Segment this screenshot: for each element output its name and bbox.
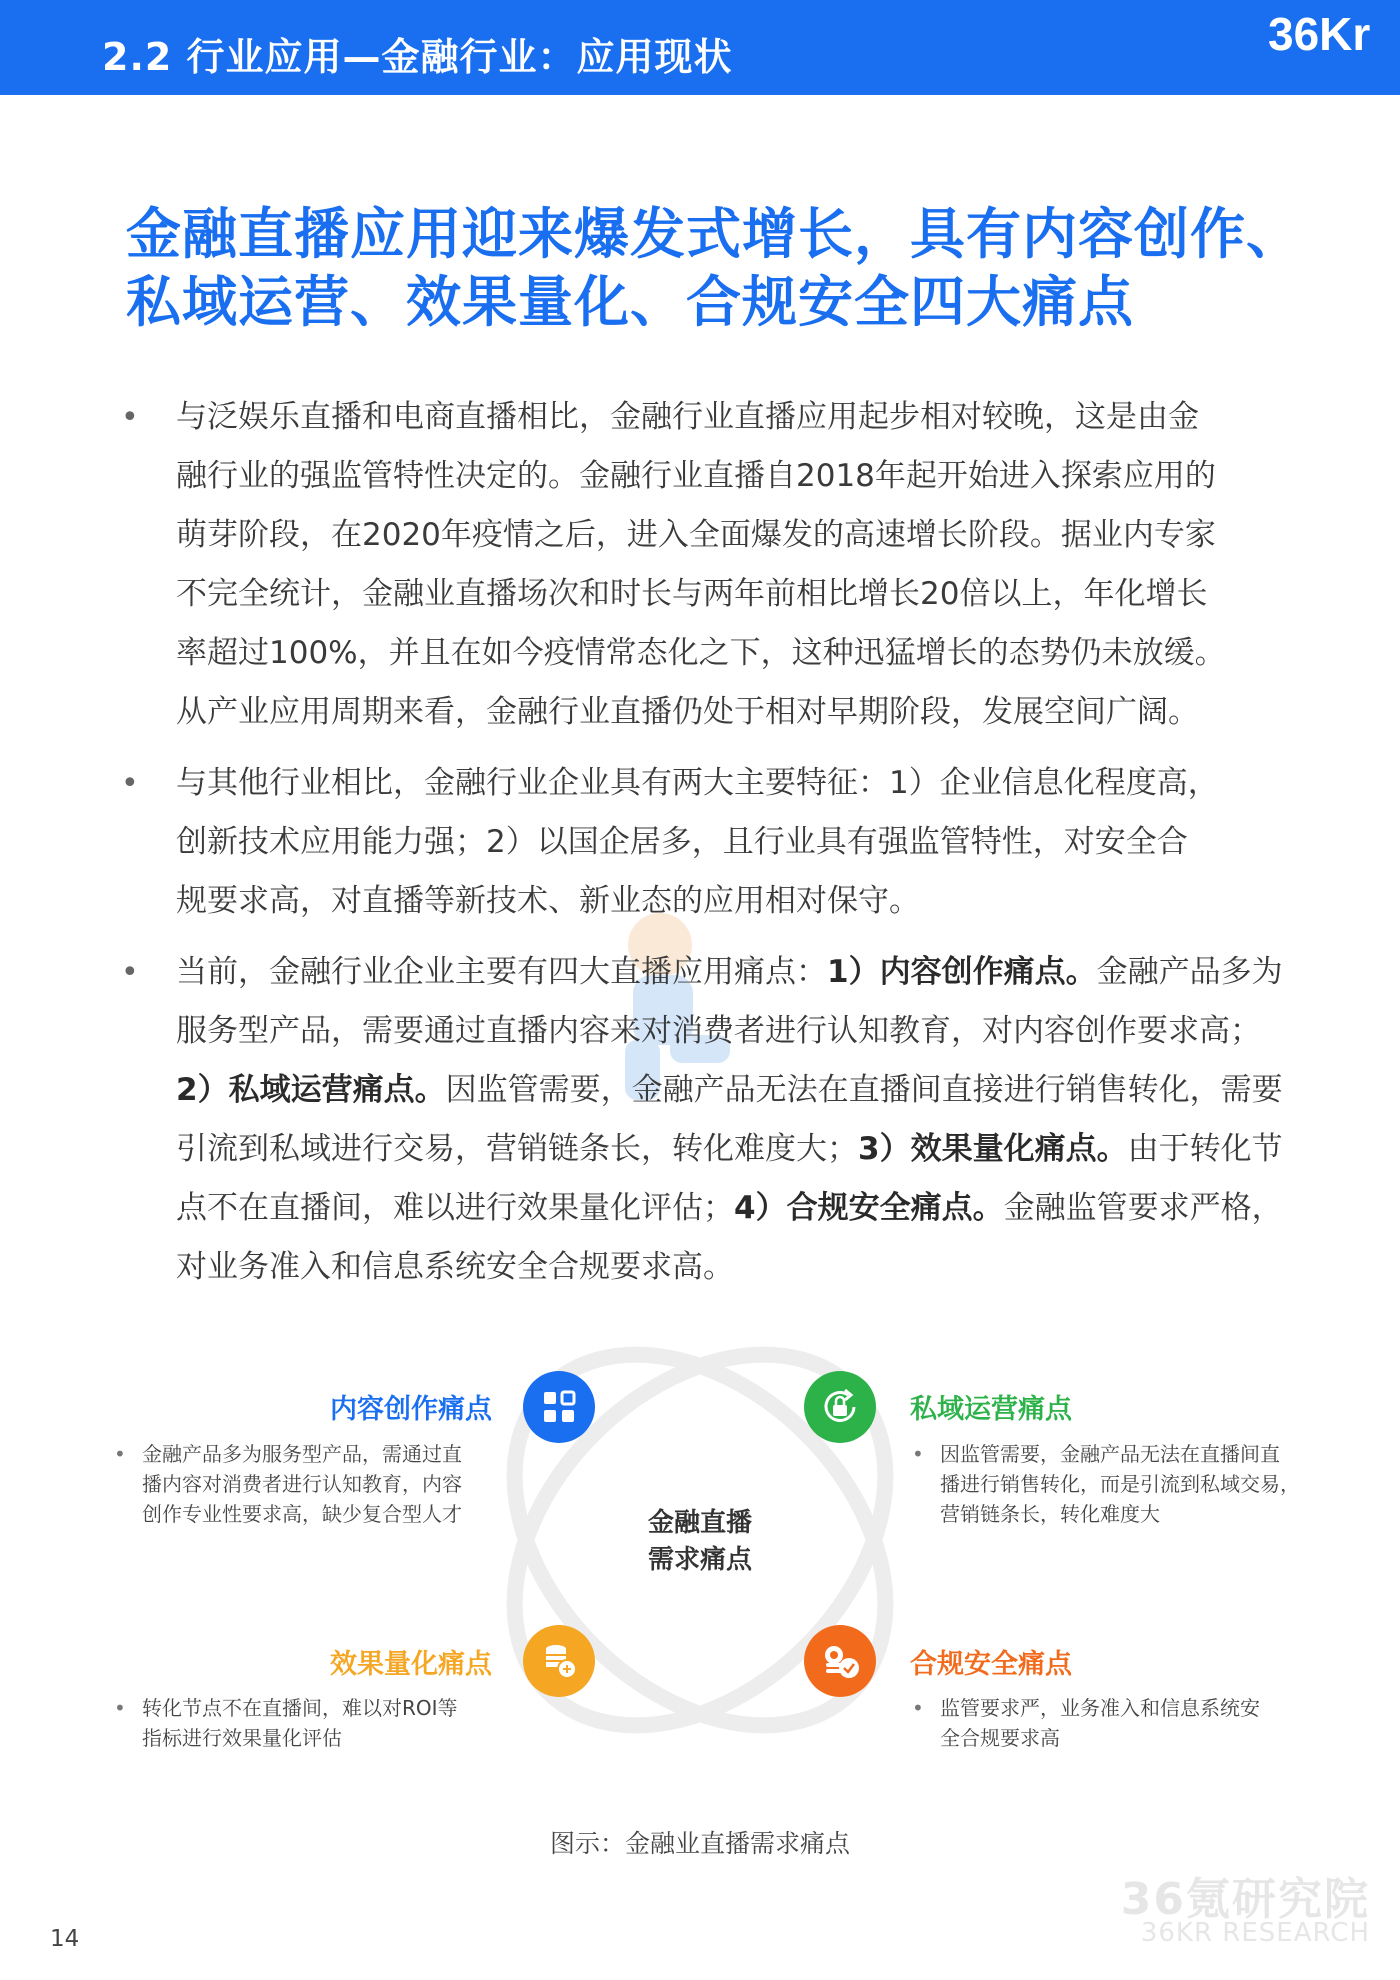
content-creation-icon bbox=[523, 1371, 595, 1443]
paragraph-line: 率超过100%，并且在如今疫情常态化之下，这种迅猛增长的态势仍未放缓。 bbox=[176, 635, 1226, 671]
item-title-private: 私域运营痛点 bbox=[910, 1394, 1072, 1425]
diagram-center-label bbox=[620, 1505, 780, 1579]
bullet-dot-icon: • bbox=[114, 1442, 126, 1466]
desc-line: 监管要求严，业务准入和信息系统安 bbox=[940, 1696, 1260, 1720]
desc-line: 因监管需要，金融产品无法在直播间直 bbox=[940, 1442, 1280, 1466]
text-run: 由于转化节点不在直播间，难以进行效果量化评估； bbox=[176, 1131, 1283, 1226]
headline-line-2: 私域运营、效果量化、合规安全四大痛点 bbox=[126, 270, 1135, 334]
center-line-2: 需求痛点 bbox=[647, 1545, 752, 1575]
item-desc-content bbox=[114, 1439, 522, 1529]
desc-line: 全合规要求高 bbox=[940, 1726, 1060, 1750]
desc-line: 播进行销售转化，而是引流到私域交易， bbox=[940, 1472, 1300, 1496]
paragraph-line: 创新技术应用能力强；2）以国企居多，且行业具有强监管特性，对安全合 bbox=[176, 824, 1188, 860]
desc-line: 播内容对消费者进行认知教育，内容 bbox=[142, 1472, 462, 1496]
paragraph-line: 与泛娱乐直播和电商直播相比，金融行业直播应用起步相对较晚，这是由金 bbox=[176, 399, 1199, 435]
paragraph-line: 规要求高，对直播等新技术、新业态的应用相对保守。 bbox=[176, 883, 920, 919]
bullet-dot-icon: • bbox=[114, 1696, 126, 1720]
text-run: 金融监管要求严格，对业务准入和信息系统安全合规要求高。 bbox=[176, 1190, 1283, 1285]
headline-line-1: 金融直播应用迎来爆发式增长，具有内容创作、 bbox=[126, 202, 1303, 266]
figure-caption: 图示：金融业直播需求痛点 bbox=[549, 1829, 850, 1858]
item-title-compliance: 合规安全痛点 bbox=[910, 1649, 1072, 1680]
bullet-dot-icon: • bbox=[912, 1442, 924, 1466]
center-line-1: 金融直播 bbox=[647, 1508, 752, 1538]
desc-line: 指标进行效果量化评估 bbox=[142, 1726, 342, 1750]
text-run: 因监管需要，金融产品无法在直播间直接进行销售转化，需要引流到私域进行交易，营销链条长，转化难度大； bbox=[176, 1072, 1283, 1167]
paragraph-line: 萌芽阶段，在2020年疫情之后，进入全面爆发的高速增长阶段。据业内专家 bbox=[176, 517, 1216, 553]
bullet-dot-icon: • bbox=[121, 766, 139, 801]
paragraph-line: 不完全统计，金融业直播场次和时长与两年前相比增长20倍以上，年化增长 bbox=[176, 576, 1208, 612]
text-run: 金融产品多为服务型产品，需要通过直播内容来对消费者进行认知教育，对内容创作要求高； bbox=[176, 954, 1283, 1049]
logo-text: 36Kr bbox=[1268, 8, 1371, 60]
item-title-effect: 效果量化痛点 bbox=[330, 1649, 492, 1680]
compliance-icon bbox=[804, 1625, 876, 1697]
effect-quantify-icon bbox=[523, 1625, 595, 1697]
item-desc-private bbox=[912, 1439, 1340, 1529]
desc-line: 创作专业性要求高，缺少复合型人才 bbox=[142, 1502, 462, 1526]
page-number: 14 bbox=[50, 1926, 80, 1952]
private-domain-icon bbox=[804, 1371, 876, 1443]
section-title: 2.2 行业应用—金融行业：应用现状 bbox=[102, 35, 733, 79]
pain-point-label: 1）内容创作痛点。 bbox=[827, 954, 1097, 990]
desc-line: 金融产品多为服务型产品，需通过直 bbox=[142, 1442, 462, 1466]
desc-line: 营销链条长，转化难度大 bbox=[940, 1502, 1160, 1526]
item-desc-compliance bbox=[912, 1693, 1340, 1753]
item-title-content: 内容创作痛点 bbox=[330, 1394, 492, 1425]
bullet-dot-icon: • bbox=[912, 1696, 924, 1720]
paragraph-line: 从产业应用周期来看，金融行业直播仍处于相对早期阶段，发展空间广阔。 bbox=[176, 694, 1199, 730]
pain-point-label: 4）合规安全痛点。 bbox=[734, 1190, 1004, 1226]
text-run: 当前，金融行业企业主要有四大直播应用痛点： bbox=[176, 954, 827, 990]
item-desc-effect bbox=[114, 1693, 522, 1753]
watermark-en: 36KR RESEARCH bbox=[1140, 1918, 1370, 1948]
paragraph-line: 融行业的强监管特性决定的。金融行业直播自2018年起开始进入探索应用的 bbox=[176, 458, 1216, 494]
pain-point-label: 3）效果量化痛点。 bbox=[858, 1131, 1128, 1167]
watermark-cn: 36氪研究院 bbox=[1120, 1874, 1370, 1925]
bullet-dot-icon: • bbox=[121, 955, 139, 990]
paragraph-line: 与其他行业相比，金融行业企业具有两大主要特征：1）企业信息化程度高， bbox=[176, 765, 1219, 801]
desc-line: 转化节点不在直播间，难以对ROI等 bbox=[142, 1696, 458, 1720]
bullet-dot-icon: • bbox=[121, 400, 139, 435]
pain-point-label: 2）私域运营痛点。 bbox=[176, 1072, 446, 1108]
